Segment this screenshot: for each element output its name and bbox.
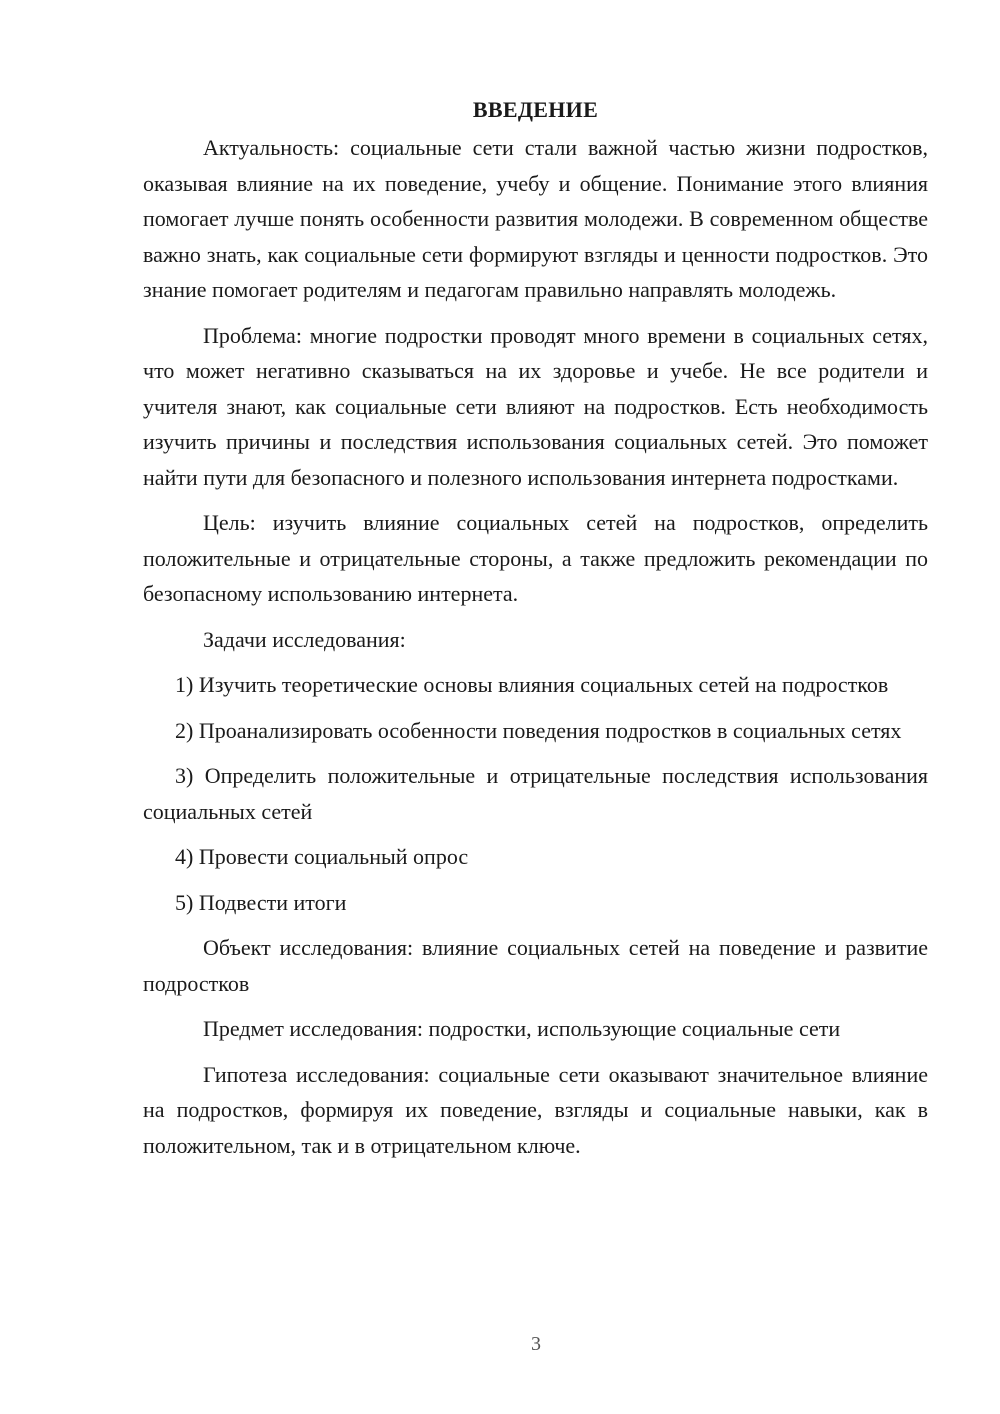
- section-title: ВВЕДЕНИЕ: [472, 97, 599, 122]
- tasks-label: Задачи исследования:: [203, 626, 406, 652]
- document-page: [143, 92, 928, 1173]
- task-item-1: 1) Изучить теоретические основы влияния социальных сетей на подростков: [175, 672, 889, 697]
- relevance-paragraph: Актуальность: социальные сети стали важной частью жизни подростков, оказывая влияние на их поведение, учебу и общение. Понимание этого влияния помогает лучше понять особенности развития молодежи. В современном обществе важно знать, как социальные сети формируют взгляды и ценности подростков. Это знание помогает родителям и педагогам правильно направлять молодежь.: [143, 135, 928, 302]
- task-item-5: 5) Подвести итоги: [175, 889, 347, 915]
- hypothesis-paragraph: Гипотеза исследования: социальные сети оказывают значительное влияние на подростков, формируя их поведение, взгляды и социальные навыки, как в положительном, так и в отрицательном ключе.: [143, 1061, 928, 1158]
- problem-paragraph: Проблема: многие подростки проводят много времени в социальных сетях, что может негативно сказываться на их здоровье и учебе. Не все родители и учителя знают, как социальные сети влияют на подростков. Есть необходимость изучить причины и последствия использования социальных сетей. Это поможет найти пути для безопасного и полезного использования интернета подростками.: [143, 322, 928, 490]
- goal-paragraph: Цель: изучить влияние социальных сетей на подростков, определить положительные и отрицательные стороны, а также предложить рекомендации по безопасному использованию интернета.: [143, 510, 928, 606]
- task-item-4: 4) Провести социальный опрос: [175, 844, 469, 869]
- task-item-3: 3) Определить положительные и отрицательные последствия использования социальных сетей: [143, 763, 928, 824]
- task-item-2: 2) Проанализировать особенности поведения подростков в социальных сетях: [175, 717, 902, 743]
- subject-paragraph: Предмет исследования: подростки, использующие социальные сети: [203, 1016, 841, 1041]
- object-paragraph: Объект исследования: влияние социальных сетей на поведение и развитие подростков: [143, 935, 928, 996]
- page-number: 3: [531, 1333, 541, 1355]
